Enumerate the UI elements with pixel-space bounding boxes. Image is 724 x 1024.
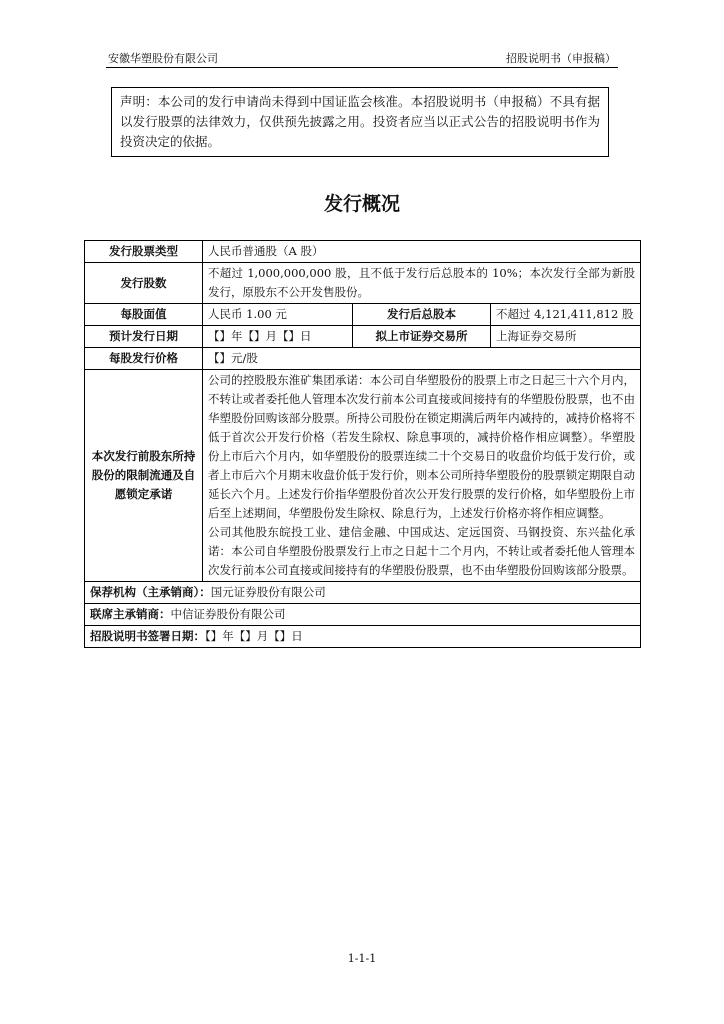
row-date-exchange <box>85 326 641 348</box>
header-doc-type: 招股说明书（申报稿） <box>506 52 616 65</box>
par-label: 每股面值 <box>85 304 203 326</box>
shares-label: 发行股数 <box>85 263 203 304</box>
stock-type-label: 发行股票类型 <box>85 241 203 263</box>
declaration-box: 声明：本公司的发行申请尚未得到中国证监会核准。本招股说明书（申报稿）不具有据以发行股票的法律效力，仅供预先披露之用。投资者应当以正式公告的招股说明书作为投资决定的依据。 <box>111 87 609 157</box>
par-value: 人民币 1.00 元 <box>203 304 353 326</box>
offering-summary-table <box>84 240 641 648</box>
sponsor-value: 国元证券股份有限公司 <box>210 585 326 599</box>
row-price <box>85 348 641 370</box>
co-lead-value: 中信证券股份有限公司 <box>170 607 286 621</box>
row-lockup <box>85 370 641 582</box>
row-signing-date <box>85 626 641 648</box>
stock-type-value: 人民币普通股（A 股） <box>203 241 641 263</box>
co-lead-cell <box>85 604 641 626</box>
issue-date-value: 【】年【】月【】日 <box>203 326 353 348</box>
page-title: 发行概况 <box>323 193 400 215</box>
price-value: 【】元/股 <box>203 348 641 370</box>
lockup-other-shareholders: 公司其他股东皖投工业、建信金融、中国成达、定远国资、马钢投资、东兴盐化承诺：本公司自华塑股份股票发行上市之日起十二个月内，不转让或者委托他人管理本次发行前本公司直接或间接持有的华塑股份股票，也不由华塑股份回购该部分股票。 <box>208 525 635 577</box>
shares-value: 不超过 1,000,000,000 股，且不低于发行后总股本的 10%；本次发行全部为新股发行，原股东不公开发售股份。 <box>203 263 641 304</box>
exchange-label: 拟上市证券交易所 <box>353 326 491 348</box>
signing-date-label: 招股说明书签署日期： <box>90 629 205 643</box>
page-number: 1-1-1 <box>347 952 377 965</box>
co-lead-label: 联席主承销商： <box>90 607 171 621</box>
signing-date-cell <box>85 626 641 648</box>
exchange-value: 上海证券交易所 <box>491 326 641 348</box>
lockup-label: 本次发行前股东所持股份的限制流通及自愿锁定承诺 <box>85 370 203 582</box>
lockup-controlling-shareholder: 公司的控股股东淮矿集团承诺：本公司自华塑股份的股票上市之日起三十六个月内，不转让或者委托他人管理本次发行前本公司直接或间接持有的华塑股份股票，也不由华塑股份回购该部分股票。所持公司股份在锁定期满后两年内减持的，减持价格将不低于首次公开发行价格（若发生除权、除息事项的，减持价格作相应调整）。华塑股份上市后六个月内，如华塑股份的股票连续二十个交易日的收盘价均低于发行价，或者上市后六个月期末收盘价低于发行价，则本公司所持华塑股份的股票锁定期限自动延长六个月。上述发行价指华塑股份首次公开发行股票的发行价格，如华塑股份上市后至上述期间，华塑股份发生除权、除息行为，上述发行价格亦将作相应调整。 <box>208 373 635 520</box>
lockup-value <box>203 370 641 582</box>
row-co-lead <box>85 604 641 626</box>
row-sponsor <box>85 582 641 604</box>
row-par-total <box>85 304 641 326</box>
total-shares-label: 发行后总股本 <box>353 304 491 326</box>
signing-date-value: 【】年【】月【】日 <box>205 629 303 643</box>
sponsor-label: 保荐机构（主承销商）： <box>90 585 211 599</box>
total-shares-value: 不超过 4,121,411,812 股 <box>491 304 641 326</box>
row-stock-type <box>85 241 641 263</box>
issue-date-label: 预计发行日期 <box>85 326 203 348</box>
row-shares <box>85 263 641 304</box>
price-label: 每股发行价格 <box>85 348 203 370</box>
header-company: 安徽华塑股份有限公司 <box>108 52 218 65</box>
sponsor-cell <box>85 582 641 604</box>
page-header <box>108 50 616 66</box>
header-divider <box>106 67 618 68</box>
